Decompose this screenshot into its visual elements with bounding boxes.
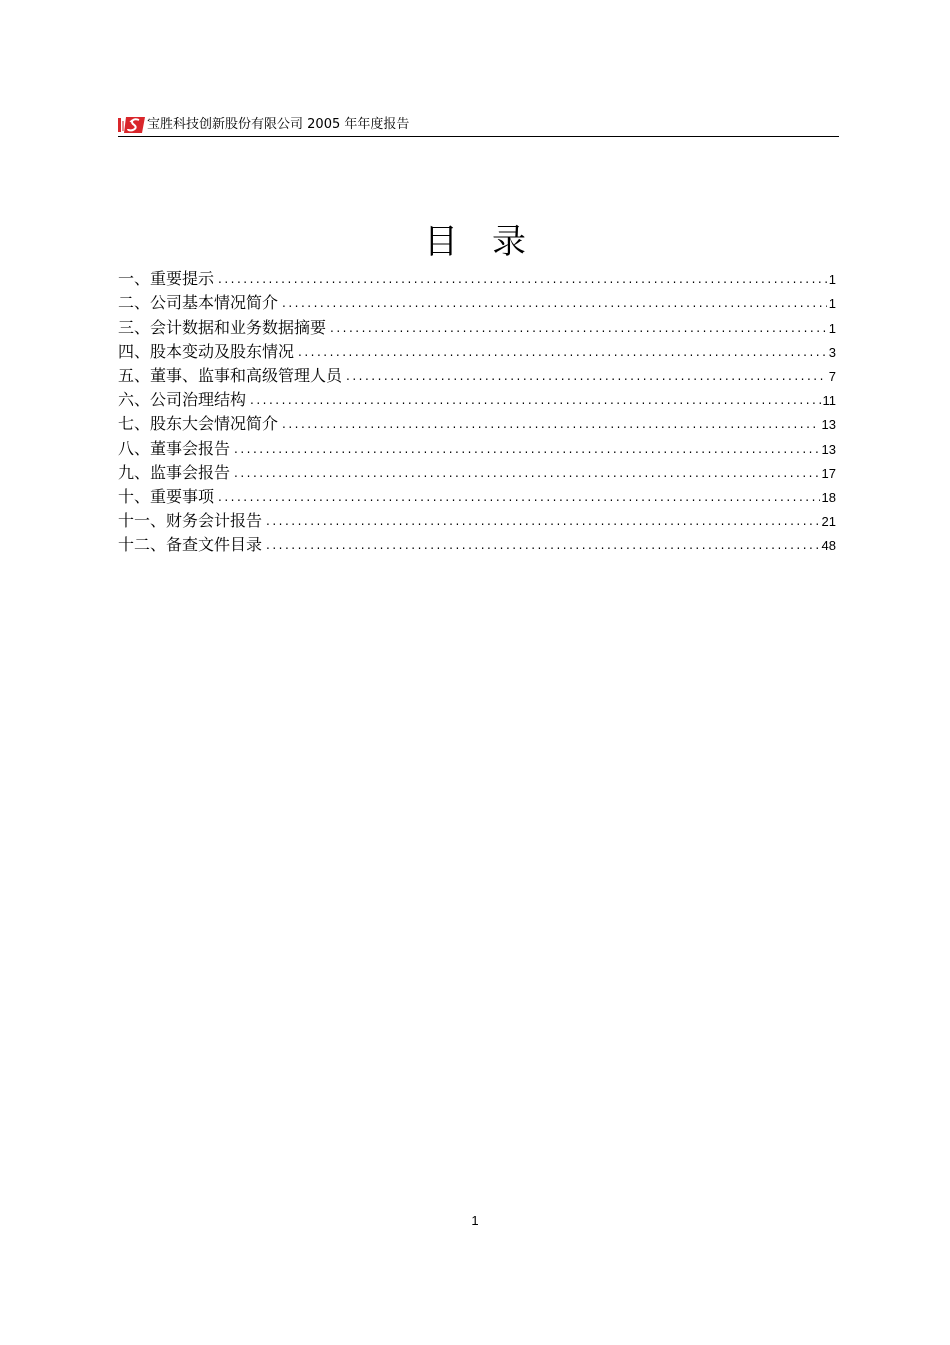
toc-entry-label: 十、重要事项: [118, 486, 215, 506]
toc-entry-page: 1: [828, 320, 836, 336]
toc-entry-label: 六、公司治理结构: [118, 390, 247, 410]
toc-entry[interactable]: [118, 387, 836, 411]
toc-entry-page: 13: [821, 417, 836, 433]
header-company: 宝胜科技创新股份有限公司: [147, 116, 304, 132]
toc-dot-leader: [330, 320, 827, 336]
toc-entry-label: 一、重要提示: [118, 269, 215, 289]
company-logo-icon: [118, 116, 146, 134]
toc-entry-label: 四、股本变动及股东情况: [118, 341, 295, 361]
toc-entry-page: 1: [828, 296, 836, 312]
toc-dot-leader: [266, 537, 820, 553]
toc-dot-leader: [234, 441, 820, 457]
toc-entry-label: 九、监事会报告: [118, 462, 231, 482]
toc-dot-leader: [282, 416, 820, 432]
toc-dot-leader: [346, 368, 827, 384]
toc-entry-label: 二、公司基本情况简介: [118, 293, 279, 313]
toc-entry[interactable]: [118, 411, 836, 435]
toc-dot-leader: [218, 271, 827, 287]
toc-entry[interactable]: [118, 508, 836, 532]
toc-dot-leader: [282, 295, 827, 311]
toc-entry-page: 7: [828, 368, 836, 384]
page-header: [118, 113, 839, 137]
toc-dot-leader: [250, 392, 820, 408]
toc-entry[interactable]: [118, 460, 836, 484]
toc-entry-label: 十二、备查文件目录: [118, 535, 263, 555]
toc-entry-label: 三、会计数据和业务数据摘要: [118, 317, 327, 337]
toc-entry[interactable]: [118, 339, 836, 363]
page-number: 1: [471, 1213, 479, 1228]
header-year: 2005: [307, 116, 341, 132]
toc-entry[interactable]: [118, 314, 836, 338]
toc-entry-page: 1: [828, 272, 836, 288]
toc-entry-label: 七、股东大会情况简介: [118, 414, 279, 434]
toc-entry-page: 48: [821, 538, 836, 554]
table-of-contents: [118, 266, 836, 556]
toc-entry-label: 五、董事、监事和高级管理人员: [118, 365, 343, 385]
header-title: [147, 116, 409, 134]
toc-dot-leader: [218, 489, 820, 505]
toc-dot-leader: [298, 344, 827, 360]
toc-entry-page: 3: [828, 344, 836, 360]
toc-entry[interactable]: [118, 532, 836, 556]
document-title: 目 录: [424, 222, 526, 262]
toc-dot-leader: [234, 465, 820, 481]
toc-entry-page: 11: [822, 393, 836, 409]
header-report-type: 年年度报告: [344, 116, 410, 132]
toc-entry-page: 13: [821, 441, 836, 457]
toc-entry[interactable]: [118, 435, 836, 459]
toc-entry-page: 18: [821, 489, 836, 505]
toc-entry[interactable]: [118, 266, 836, 290]
toc-entry-page: 21: [821, 514, 836, 530]
toc-entry-label: 八、董事会报告: [118, 438, 231, 458]
toc-entry-label: 十一、财务会计报告: [118, 511, 263, 531]
toc-entry[interactable]: [118, 363, 836, 387]
toc-entry[interactable]: [118, 484, 836, 508]
toc-dot-leader: [266, 513, 820, 529]
toc-entry[interactable]: [118, 290, 836, 314]
toc-entry-page: 17: [821, 465, 836, 481]
